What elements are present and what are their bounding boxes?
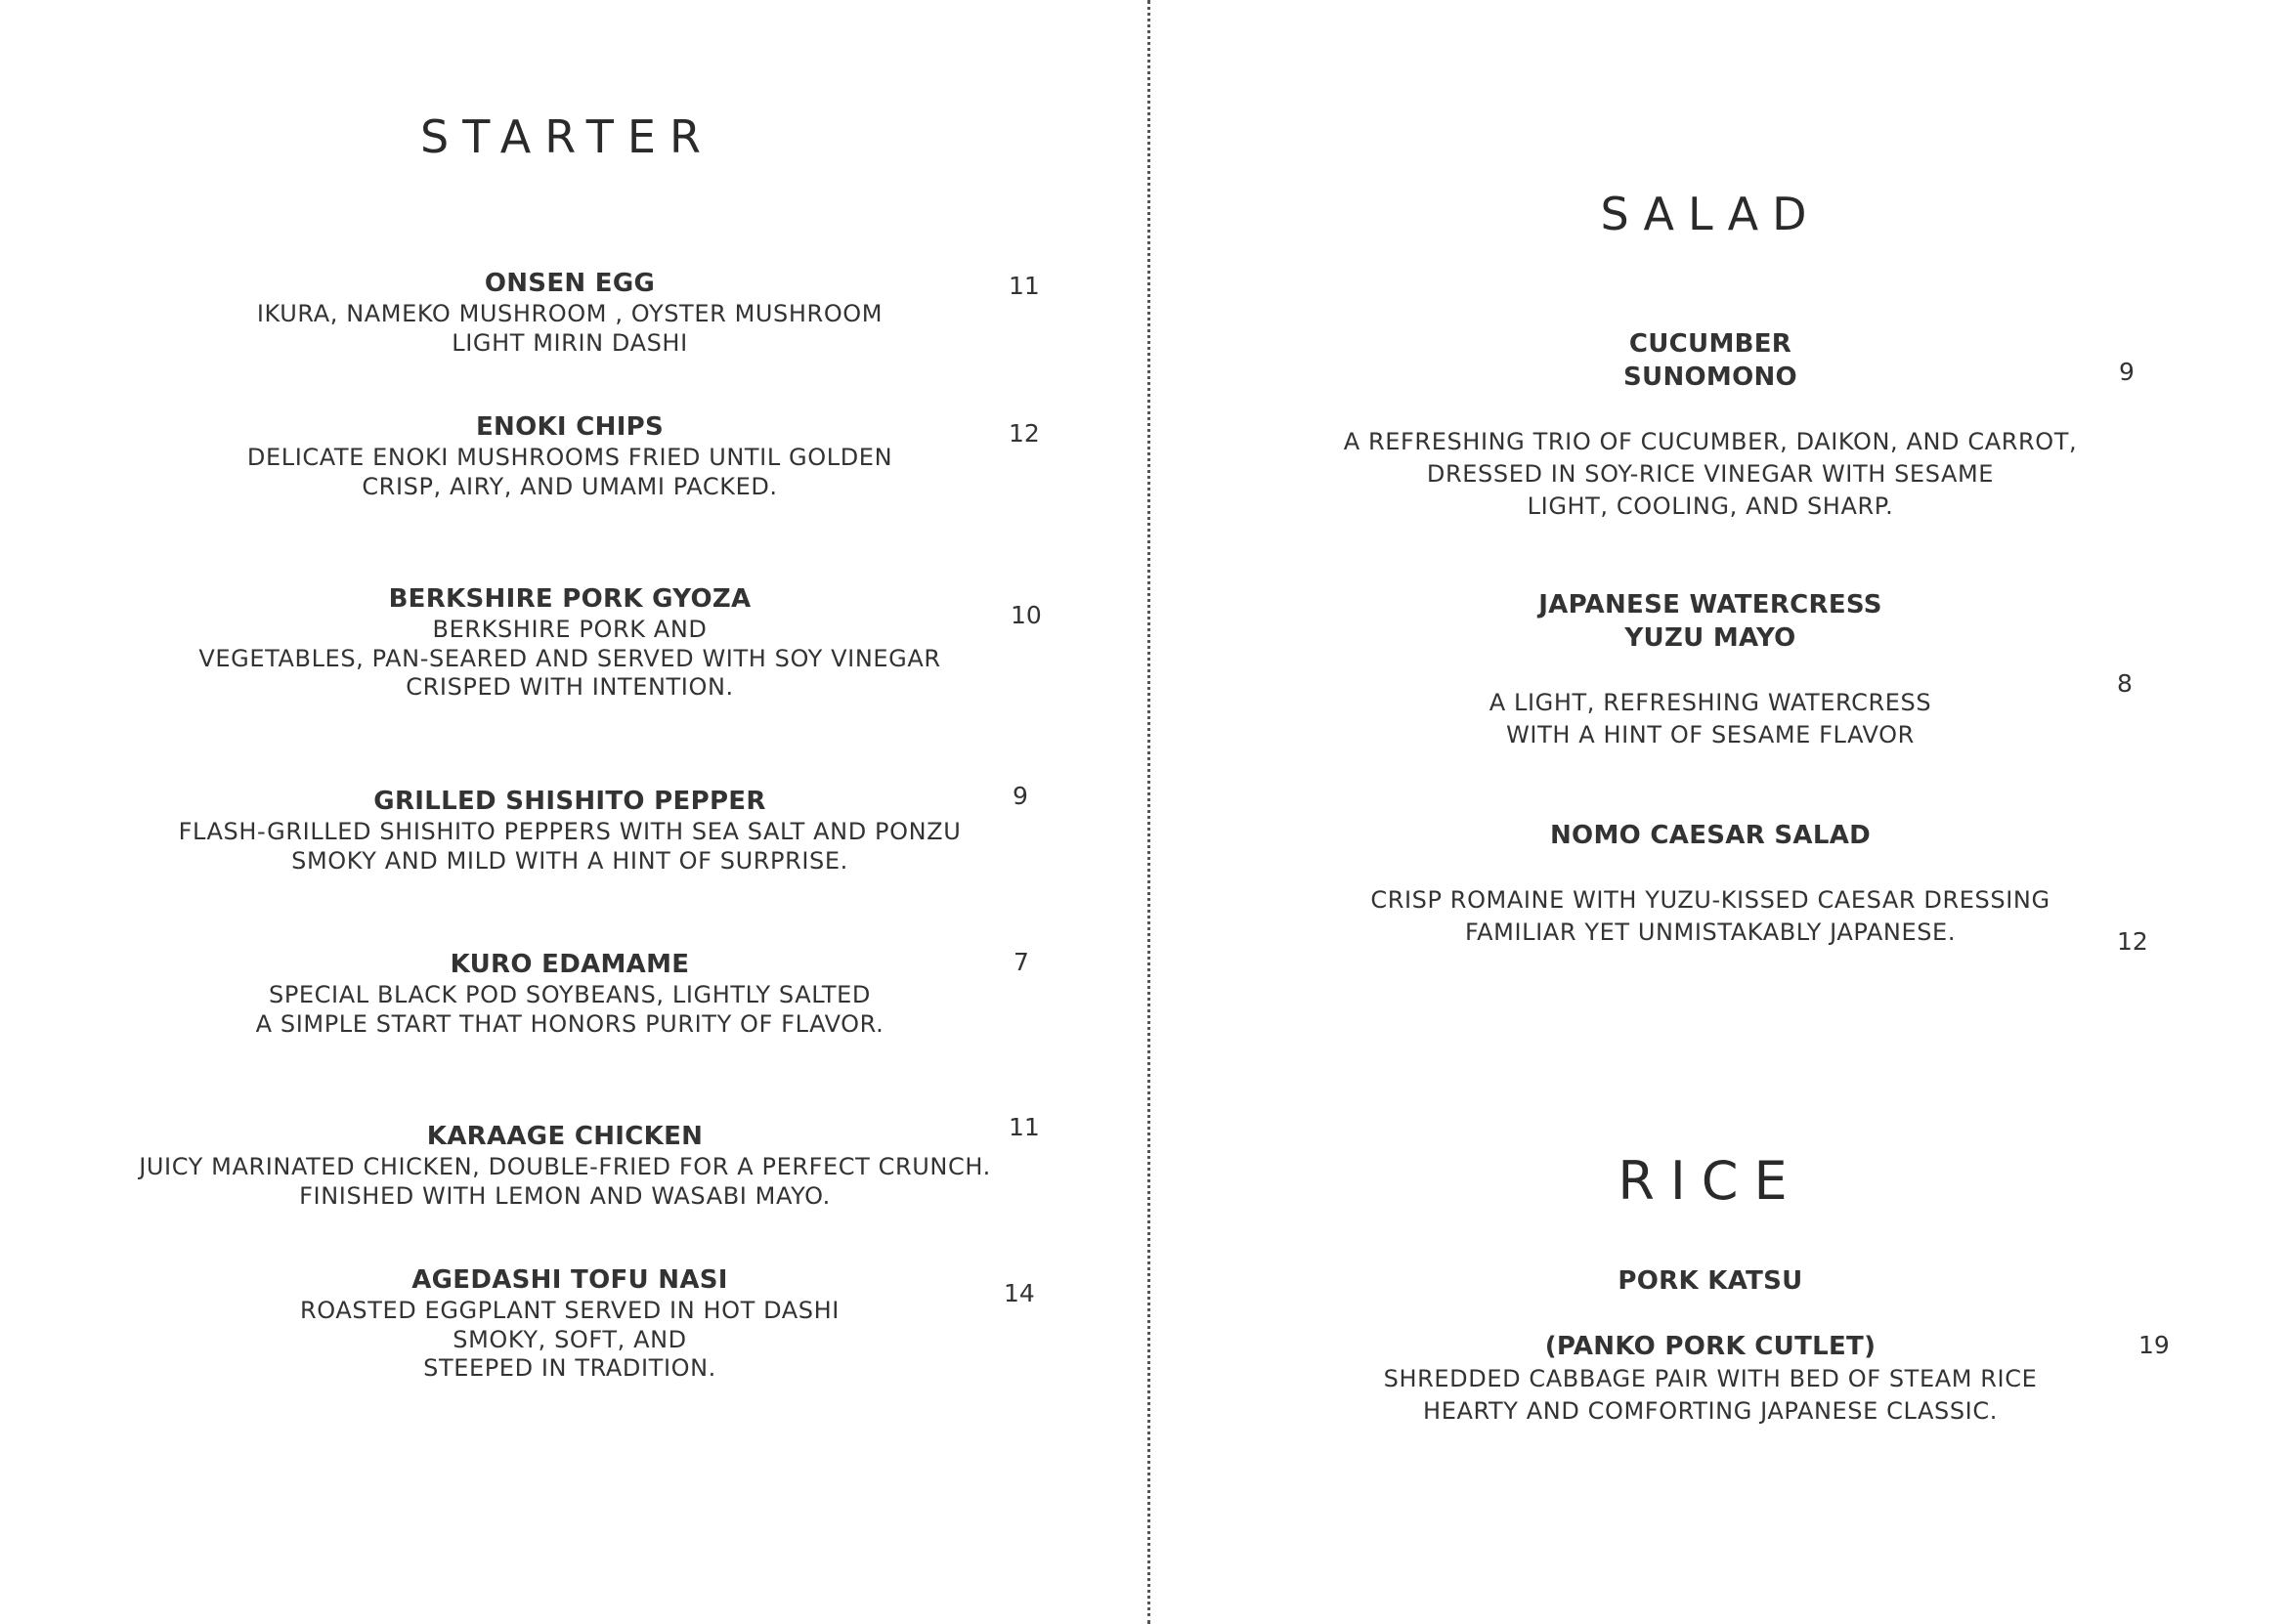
menu-item-price: 7 [1014,948,1029,976]
section-title-rice: RICE [1618,1150,1803,1212]
menu-item-desc-line: SPECIAL BLACK POD SOYBEANS, LIGHTLY SALTED [269,981,871,1008]
menu-item-desc-line: ROASTED EGGPLANT SERVED IN HOT DASHI [300,1297,840,1324]
menu-item-desc-line: SHREDDED CABBAGE PAIR WITH BED OF STEAM RICE [1383,1365,2038,1392]
menu-item-desc-line: BERKSHIRE PORK AND [432,616,708,643]
menu-item-desc-line: DRESSED IN SOY-RICE VINEGAR WITH SESAME [1426,460,1995,488]
menu-item-price: 14 [1004,1279,1035,1307]
menu-item-price: 11 [1009,1113,1040,1141]
menu-item-desc-line: A LIGHT, REFRESHING WATERCRESS [1489,689,1932,716]
menu-item-price: 19 [2138,1331,2170,1359]
menu-item-desc-line: STEEPED IN TRADITION. [423,1354,716,1382]
menu-item-desc-line: FINISHED WITH LEMON AND WASABI MAYO. [299,1181,831,1210]
menu-item-enoki-chips [159,410,980,501]
menu-item-nomo-caesar-salad [1290,819,2131,949]
menu-item-onsen-egg [159,267,980,358]
menu-item-name: KURO EDAMAME [450,950,690,979]
menu-item-pork-katsu [1290,1264,2131,1428]
menu-item-name-line: YUZU MAYO [1624,623,1796,653]
menu-item-name-line: JAPANESE WATERCRESS [1538,590,1882,620]
menu-item-name-line: NOMO CAESAR SALAD [1550,821,1871,850]
menu-item-desc-line: WITH A HINT OF SESAME FLAVOR [1506,721,1915,748]
menu-item-name: ONSEN EGG [484,269,656,298]
menu-item-desc-line: LIGHT MIRIN DASHI [452,328,688,357]
menu-item-name: GRILLED SHISHITO PEPPER [373,787,766,816]
menu-item-name: AGEDASHI TOFU NASI [411,1265,728,1295]
menu-item-desc-line: SMOKY AND MILD WITH A HINT OF SURPRISE. [291,846,848,875]
menu-item-name-line: PORK KATSU [1618,1266,1803,1296]
menu-item-subname: (PANKO PORK CUTLET) [1544,1332,1877,1361]
menu-item-price: 12 [1009,419,1040,448]
menu-item-desc-line: DELICATE ENOKI MUSHROOMS FRIED UNTIL GOLDEN [246,444,893,471]
menu-item-desc-line: CRISPED WITH INTENTION. [406,673,734,701]
menu-item-cucumber-sunomono [1290,327,2131,523]
menu-item-price: 8 [2117,669,2133,698]
menu-item-desc-line: FAMILIAR YET UNMISTAKABLY JAPANESE. [1464,919,1957,946]
menu-item-agedashi-tofu-nasi [159,1263,980,1384]
menu-item-desc-line: IKURA, NAMEKO MUSHROOM , OYSTER MUSHROOM [256,300,884,327]
menu-item-name: KARAAGE CHICKEN [426,1122,704,1151]
menu-item-desc-line: FLASH-GRILLED SHISHITO PEPPERS WITH SEA SALT AND PONZU [178,818,962,845]
section-title-starter: STARTER [420,110,714,163]
menu-item-price: 12 [2117,927,2148,956]
menu-item-karaage-chicken [110,1120,1019,1211]
menu-item-name: BERKSHIRE PORK GYOZA [388,584,752,614]
menu-item-price: 9 [1013,782,1028,810]
menu-item-desc-line: SMOKY, SOFT, AND [453,1325,687,1353]
section-title-salad: SALAD [1600,188,1821,240]
menu-item-desc-line: CRISP ROMAINE WITH YUZU-KISSED CAESAR DRESSING [1370,886,2050,914]
menu-item-price: 11 [1009,272,1040,300]
menu-item-desc-line: A REFRESHING TRIO OF CUCUMBER, DAIKON, AND CARROT, [1343,428,2078,455]
menu-item-grilled-shishito-pepper [150,785,990,876]
menu-item-desc-line: CRISP, AIRY, AND UMAMI PACKED. [362,472,778,500]
menu-item-desc-line: HEARTY AND COMFORTING JAPANESE CLASSIC. [1423,1397,1998,1425]
menu-item-kuro-edamame [159,948,980,1039]
menu-item-japanese-watercress [1290,588,2131,751]
menu-item-name: ENOKI CHIPS [475,412,665,442]
page-divider [1147,0,1150,1624]
menu-item-desc-line: LIGHT, COOLING, AND SHARP. [1527,492,1894,520]
menu-item-name-line: CUCUMBER [1628,329,1792,359]
menu-item-desc-line: JUICY MARINATED CHICKEN, DOUBLE-FRIED FOR A PERFECT CRUNCH. [139,1153,991,1180]
menu-item-name-line: SUNOMONO [1623,363,1797,392]
menu-item-berkshire-pork-gyoza [159,582,980,703]
menu-item-price: 9 [2119,358,2135,386]
menu-item-desc-line: A SIMPLE START THAT HONORS PURITY OF FLAVOR. [255,1009,885,1038]
menu-item-desc-line: VEGETABLES, PAN-SEARED AND SERVED WITH SOY VINEGAR [198,644,941,672]
menu-item-price: 10 [1011,601,1042,629]
